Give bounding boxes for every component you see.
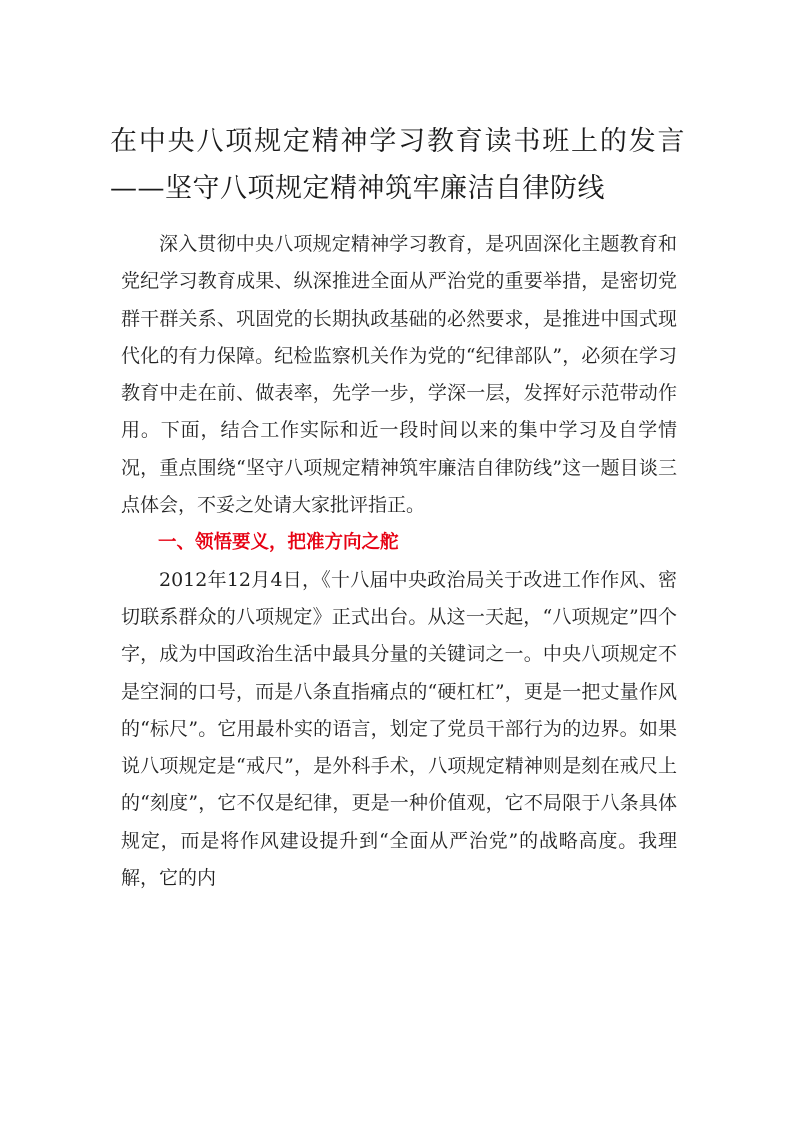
document-title: 在中央八项规定精神学习教育读书班上的发言——坚守八项规定精神筑牢廉洁自律防线 bbox=[110, 126, 685, 204]
section-heading: 一、领悟要义，把准方向之舵 bbox=[158, 532, 399, 554]
document-body bbox=[121, 226, 677, 897]
section-paragraph: 2012年12月4日，《十八届中央政治局关于改进工作作风、密切联系群众的八项规定》正式出台。从这一天起，“八项规定”四个字，成为中国政治生活中最具分量的关键词之一。中央八项规定不是空洞的口号，而是八条直指痛点的“硬杠杠”，更是一把丈量作风的“标尺”。它用最朴实的语言，划定了党员干部行为的边界。如果说八项规定是“戒尺”，是外科手术，八项规定精神则是刻在戒尺上的“刻度”，它不仅是纪律，更是一种价值观，它不局限于八条具体规定，而是将作风建设提升到“全面从严治党”的战略高度。我理解，它的内 bbox=[121, 568, 677, 890]
intro-paragraph: 深入贯彻中央八项规定精神学习教育，是巩固深化主题教育和党纪学习教育成果、纵深推进全面从严治党的重要举措，是密切党群干群关系、巩固党的长期执政基础的必然要求，是推进中国式现代化的有力保障。纪检监察机关作为党的“纪律部队”，必须在学习教育中走在前、做表率，先学一步，学深一层，发挥好示范带动作用。下面，结合工作实际和近一段时间以来的集中学习及自学情况，重点围绕“坚守八项规定精神筑牢廉洁自律防线”这一题目谈三点体会，不妥之处请大家批评指正。 bbox=[121, 233, 677, 517]
